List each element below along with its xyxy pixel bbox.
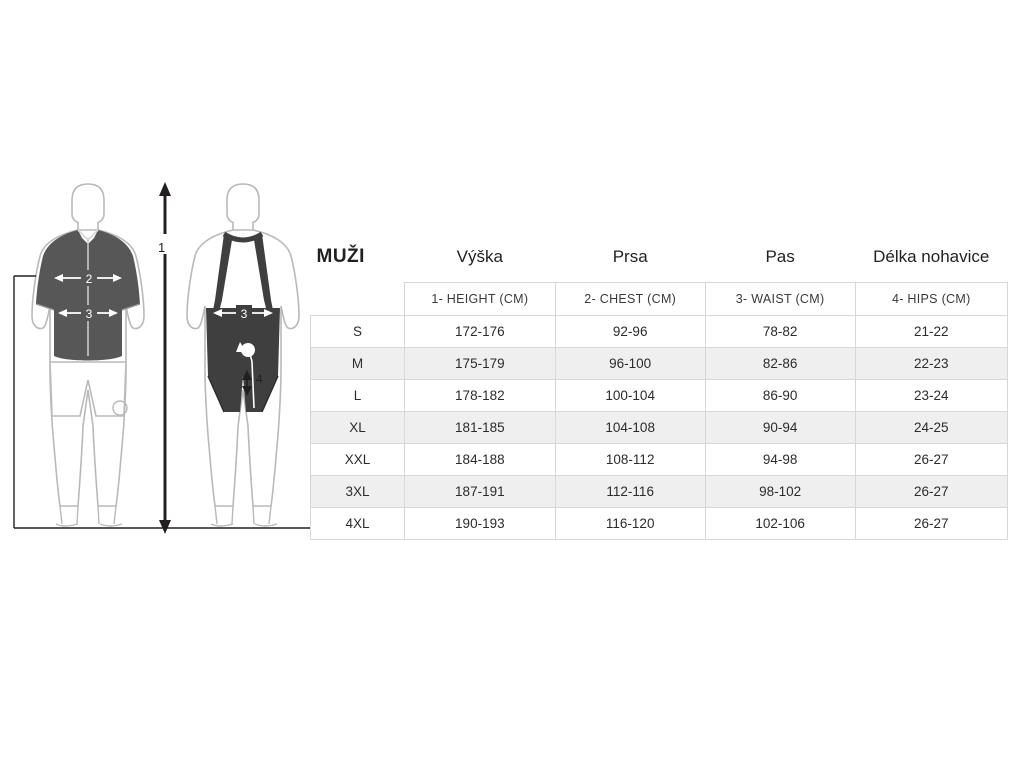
cell-waist: 86-90 (705, 379, 855, 411)
column-title-hips: Délka nohavice (873, 246, 990, 266)
column-title-waist: Pas (765, 246, 795, 266)
cell-size: L (311, 379, 405, 411)
marker-waist-bib: 3 (240, 307, 248, 321)
cell-height: 172-176 (405, 315, 556, 347)
cell-waist: 102-106 (705, 507, 855, 539)
cell-hips: 22-23 (855, 347, 1008, 379)
table-subheader-row (311, 282, 1008, 315)
page-title: MUŽI (316, 246, 365, 267)
table-row (311, 411, 1008, 443)
cell-height: 190-193 (405, 507, 556, 539)
cell-chest: 104-108 (555, 411, 705, 443)
cell-hips: 21-22 (855, 315, 1008, 347)
cell-waist: 94-98 (705, 443, 855, 475)
cell-chest: 112-116 (555, 475, 705, 507)
cell-hips: 23-24 (855, 379, 1008, 411)
cell-height: 181-185 (405, 411, 556, 443)
column-title-chest: Prsa (612, 246, 648, 266)
cell-hips: 26-27 (855, 443, 1008, 475)
cell-height: 184-188 (405, 443, 556, 475)
cell-waist: 78-82 (705, 315, 855, 347)
cell-height: 178-182 (405, 379, 556, 411)
subheader-waist: 3- WAIST (CM) (705, 282, 855, 315)
cell-height: 187-191 (405, 475, 556, 507)
table-row (311, 507, 1008, 539)
cell-size: S (311, 315, 405, 347)
cell-chest: 92-96 (555, 315, 705, 347)
figure-right-bibshorts (187, 184, 299, 526)
table-row (311, 379, 1008, 411)
marker-waist: 3 (85, 307, 93, 321)
marker-chest: 2 (85, 272, 93, 286)
table-row (311, 315, 1008, 347)
cell-size: 4XL (311, 507, 405, 539)
subheader-blank (311, 282, 405, 315)
cell-chest: 108-112 (555, 443, 705, 475)
cell-height: 175-179 (405, 347, 556, 379)
table-row (311, 347, 1008, 379)
subheader-height: 1- HEIGHT (CM) (405, 282, 556, 315)
cell-waist: 82-86 (705, 347, 855, 379)
cell-waist: 98-102 (705, 475, 855, 507)
cell-size: M (311, 347, 405, 379)
cell-size: XXL (311, 443, 405, 475)
table-row (311, 475, 1008, 507)
cell-chest: 96-100 (555, 347, 705, 379)
cell-hips: 26-27 (855, 475, 1008, 507)
cell-hips: 24-25 (855, 411, 1008, 443)
marker-height: 1 (158, 240, 166, 255)
cell-hips: 26-27 (855, 507, 1008, 539)
size-table-wrap (310, 240, 1010, 540)
subheader-hips: 4- HIPS (CM) (855, 282, 1008, 315)
cell-chest: 116-120 (555, 507, 705, 539)
table-title-row (311, 240, 1008, 282)
cell-size: 3XL (311, 475, 405, 507)
subheader-chest: 2- CHEST (CM) (555, 282, 705, 315)
marker-hips: 4 (256, 372, 263, 386)
column-title-height: Výška (456, 246, 503, 266)
figure-left-jersey (32, 184, 144, 526)
table-row (311, 443, 1008, 475)
cell-chest: 100-104 (555, 379, 705, 411)
cell-waist: 90-94 (705, 411, 855, 443)
size-table (310, 240, 1008, 540)
figure-illustrations (10, 180, 310, 540)
cell-size: XL (311, 411, 405, 443)
